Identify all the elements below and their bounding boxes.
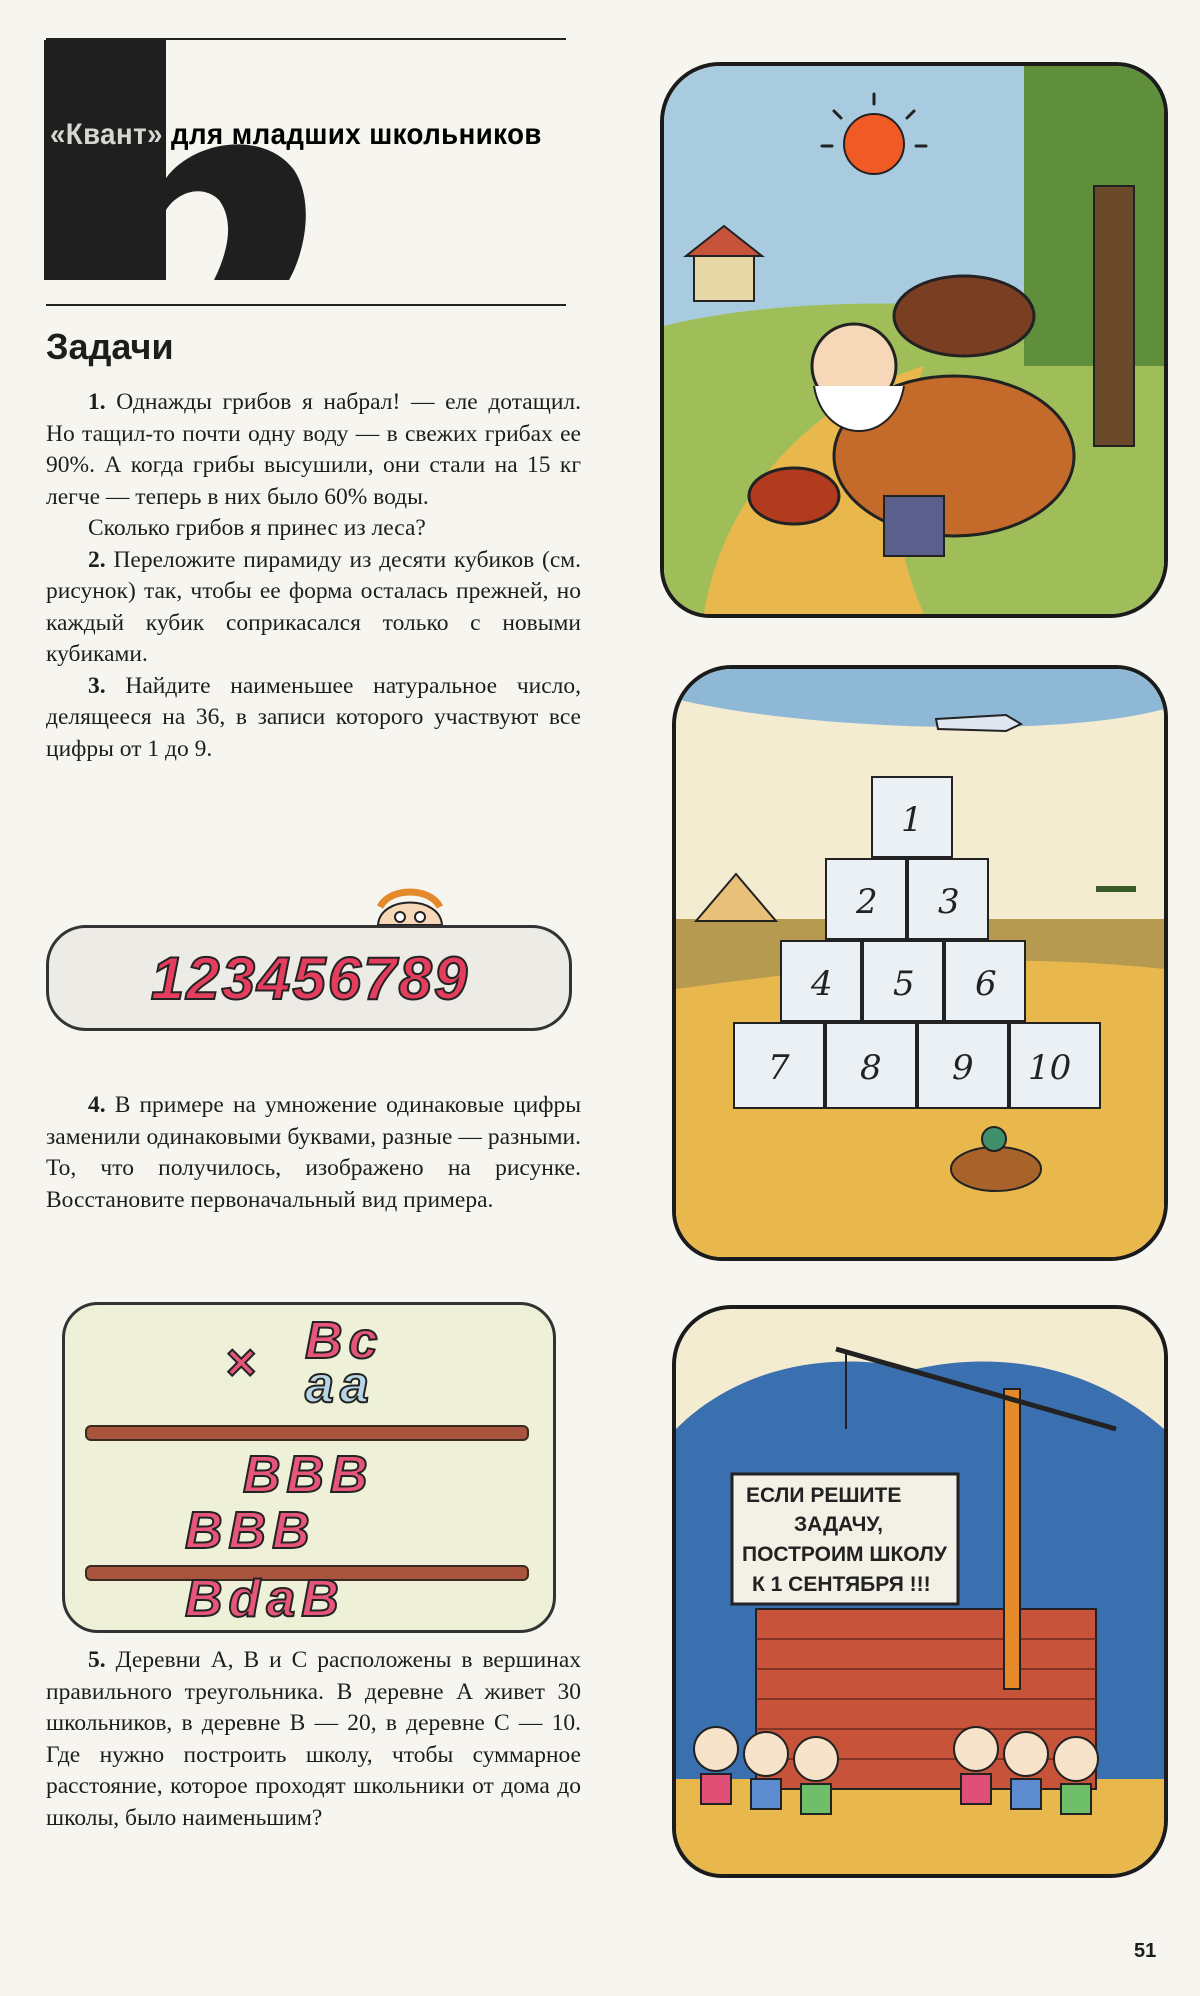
logo-block-top	[44, 40, 166, 100]
problem-4: 4. В примере на умножение одинаковые цифры заменили одинаковыми буквами, разные — разными. То, что получилось, изображено на рисунке. Восстановите первоначальный вид примера.	[46, 1092, 581, 1213]
multiplication-illustration	[62, 1302, 556, 1633]
pyramid-illustration	[672, 665, 1168, 1261]
sign-line-1: ЕСЛИ РЕШИТЕ	[746, 1484, 902, 1507]
cube-label: 2	[856, 882, 878, 922]
header-bottom-rule	[46, 304, 566, 306]
construction-illustration	[672, 1305, 1168, 1878]
sign-line-4: К 1 СЕНТЯБРЯ !!!	[752, 1573, 931, 1596]
sign-line-2: ЗАДАЧУ,	[794, 1513, 883, 1536]
digit: 5	[292, 944, 326, 1012]
final-product: BdaB	[185, 1570, 345, 1628]
problem-3: 3. Найдите наименьшее натуральное число, делящееся на 36, в записи которого участвуют все цифры от 1 до 9.	[46, 672, 581, 762]
digit: 2	[186, 944, 220, 1012]
problem-5: 5. Деревни A, B и C расположены в вершинах правильного треугольника. В деревне A живет 30 школьников, в деревне B — 20, в деревне C — 10. Где нужно построить школу, чтобы суммарное расстояние, которое проходят школьники от дома до школы, было наименьшим?	[46, 1647, 582, 1831]
cube-label: 6	[975, 964, 997, 1004]
digit: 1	[150, 944, 185, 1012]
problem-5-block	[46, 1645, 581, 1834]
multiplicand: Bc	[305, 1312, 384, 1370]
mushroom-carrier-illustration	[660, 62, 1168, 618]
problem-1-para-2: Сколько грибов я принес из леса?	[88, 515, 426, 541]
cube-label: 7	[768, 1048, 790, 1088]
mushroom-scene	[664, 66, 1164, 614]
problem-1-para-1: 1. Однажды грибов я набрал! — еле дотащил. Но тащил-то почти одну воду — в свежих грибах ее 90%. А когда грибы высушили, они стали на 15 кг легче — теперь в них было 60% воды.	[46, 389, 581, 510]
multiply-sign: ×	[225, 1334, 262, 1392]
partial-product-1: BBB	[243, 1446, 374, 1504]
problem-4-block	[46, 1090, 581, 1216]
digit: 6	[327, 944, 362, 1012]
rubric-title: «Квант» для младших школьников	[50, 118, 542, 151]
multiplier: aa	[305, 1356, 375, 1414]
cube-label: 5	[893, 964, 915, 1004]
pyramid-scene	[676, 669, 1164, 1257]
cube-label: 10	[1028, 1048, 1072, 1088]
cube-label: 3	[938, 882, 960, 922]
digit: 4	[256, 944, 291, 1012]
problem-2: 2. Переложите пирамиду из десяти кубиков (см. рисунок) так, чтобы ее форма осталась прежней, но каждый кубик соприкасался только с новыми кубиками.	[46, 546, 581, 667]
partial-product-2: BBB	[185, 1502, 316, 1560]
product-line-1	[85, 1425, 529, 1441]
problems-block-1-3	[46, 387, 581, 765]
page-number: 51	[1134, 1940, 1157, 1962]
cube-label: 8	[860, 1048, 882, 1088]
digit: 8	[398, 944, 432, 1012]
digit: 3	[221, 944, 255, 1012]
cube-label: 4	[811, 964, 833, 1004]
section-title: Задачи	[46, 326, 174, 367]
cube-label: 9	[952, 1048, 974, 1088]
digits-illustration	[46, 925, 572, 1031]
digit: 9	[433, 944, 468, 1012]
cube-label: 1	[901, 800, 923, 840]
sign-line-3: ПОСТРОИМ ШКОЛУ	[742, 1543, 947, 1566]
digit: 7	[363, 944, 397, 1012]
construction-scene	[676, 1309, 1164, 1874]
